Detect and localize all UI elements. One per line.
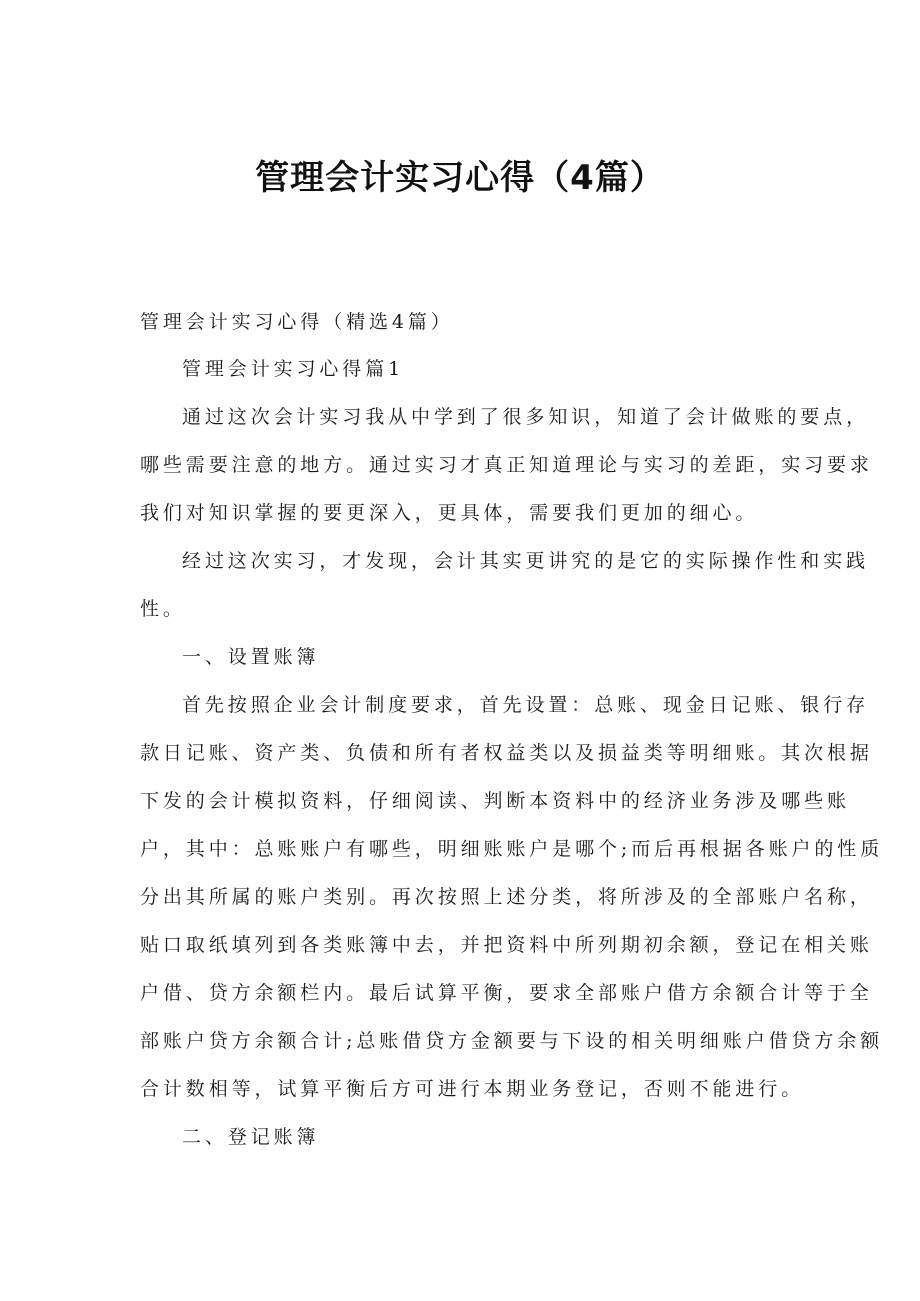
paragraph-3-line-5: 分出其所属的账户类别。再次按照上述分类，将所涉及的全部账户名称， (140, 886, 873, 908)
paragraph-1-line-3: 我们对知识掌握的要更深入，更具体，需要我们更加的细心。 (140, 502, 759, 524)
paragraph-3-line-3: 下发的会计模拟资料，仔细阅读、判断本资料中的经济业务涉及哪些账 (140, 790, 850, 812)
paragraph-3-line-1: 首先按照企业会计制度要求，首先设置：总账、现金日记账、银行存 (182, 694, 870, 716)
document-title: 管理会计实习心得（4篇） (255, 158, 665, 198)
paragraph-1-line-2: 哪些需要注意的地方。通过实习才真正知道理论与实习的差距，实习要求 (140, 454, 873, 476)
section-heading: 管理会计实习心得篇1 (182, 358, 405, 380)
paragraph-3-line-9: 合计数相等，试算平衡后方可进行本期业务登记，否则不能进行。 (140, 1078, 805, 1100)
paragraph-3-line-4: 户，其中：总账账户有哪些，明细账账户是哪个;而后再根据各账户的性质 (140, 838, 884, 860)
paragraph-2-line-2: 性。 (140, 598, 186, 620)
heading-record-ledgers: 二、登记账簿 (182, 1126, 320, 1148)
paragraph-3-line-2: 款日记账、资产类、负债和所有者权益类以及损益类等明细账。其次根据 (140, 742, 873, 764)
paragraph-3-line-6: 贴口取纸填列到各类账簿中去，并把资料中所列期初余额，登记在相关账 (140, 934, 873, 956)
paragraph-3-line-7: 户借、贷方余额栏内。最后试算平衡，要求全部账户借方余额合计等于全 (140, 982, 873, 1004)
paragraph-3-line-8: 部账户贷方余额合计;总账借贷方金额要与下设的相关明细账户借贷方余额 (140, 1030, 884, 1052)
heading-setup-ledgers: 一、设置账簿 (182, 646, 320, 668)
document-subtitle: 管理会计实习心得（精选4篇） (140, 311, 454, 333)
paragraph-2-line-1: 经过这次实习，才发现，会计其实更讲究的是它的实际操作性和实践 (182, 550, 870, 572)
paragraph-1-line-1: 通过这次会计实习我从中学到了很多知识，知道了会计做账的要点， (182, 406, 870, 428)
